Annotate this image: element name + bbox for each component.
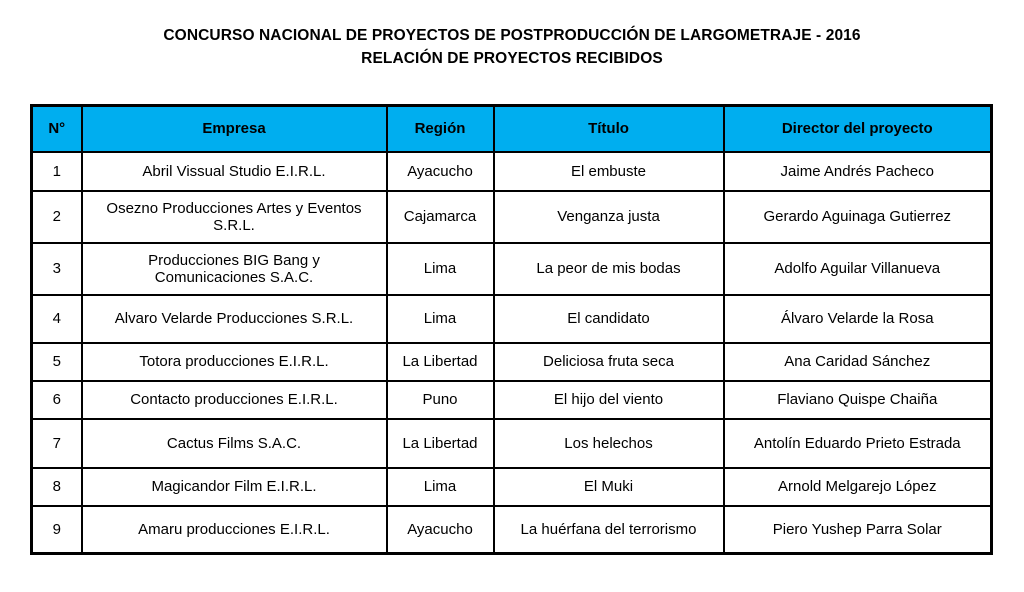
cell-region: La Libertad xyxy=(387,343,494,381)
table-row xyxy=(32,191,992,243)
cell-titulo: El candidato xyxy=(494,295,724,343)
cell-titulo: Venganza justa xyxy=(494,191,724,243)
cell-empresa: Totora producciones E.I.R.L. xyxy=(82,343,387,381)
cell-numero: 9 xyxy=(32,506,82,554)
header-region: Región xyxy=(387,106,494,152)
cell-region: Cajamarca xyxy=(387,191,494,243)
cell-titulo: Deliciosa fruta seca xyxy=(494,343,724,381)
cell-director: Jaime Andrés Pacheco xyxy=(724,152,992,191)
cell-numero: 6 xyxy=(32,381,82,419)
cell-region: Puno xyxy=(387,381,494,419)
table-row xyxy=(32,295,992,343)
cell-numero: 5 xyxy=(32,343,82,381)
cell-numero: 7 xyxy=(32,419,82,468)
cell-region: Lima xyxy=(387,243,494,295)
cell-region: Ayacucho xyxy=(387,506,494,554)
projects-table xyxy=(30,104,993,555)
table-row xyxy=(32,243,992,295)
table-row xyxy=(32,343,992,381)
cell-empresa: Magicandor Film E.I.R.L. xyxy=(82,468,387,506)
header-numero: N° xyxy=(32,106,82,152)
cell-empresa: Amaru producciones E.I.R.L. xyxy=(82,506,387,554)
cell-empresa: Producciones BIG Bang y Comunicaciones S.A.C. xyxy=(82,243,387,295)
table-row xyxy=(32,506,992,554)
table-row xyxy=(32,468,992,506)
header-titulo: Título xyxy=(494,106,724,152)
cell-empresa: Alvaro Velarde Producciones S.R.L. xyxy=(82,295,387,343)
cell-numero: 1 xyxy=(32,152,82,191)
cell-titulo: El hijo del viento xyxy=(494,381,724,419)
cell-numero: 2 xyxy=(32,191,82,243)
cell-empresa: Contacto producciones E.I.R.L. xyxy=(82,381,387,419)
cell-titulo: El embuste xyxy=(494,152,724,191)
cell-director: Ana Caridad Sánchez xyxy=(724,343,992,381)
cell-director: Gerardo Aguinaga Gutierrez xyxy=(724,191,992,243)
cell-titulo: El Muki xyxy=(494,468,724,506)
cell-titulo: La peor de mis bodas xyxy=(494,243,724,295)
cell-director: Flaviano Quispe Chaiña xyxy=(724,381,992,419)
cell-empresa: Abril Vissual Studio E.I.R.L. xyxy=(82,152,387,191)
cell-region: Ayacucho xyxy=(387,152,494,191)
cell-director: Álvaro Velarde la Rosa xyxy=(724,295,992,343)
cell-director: Arnold Melgarejo López xyxy=(724,468,992,506)
cell-numero: 3 xyxy=(32,243,82,295)
table-row xyxy=(32,152,992,191)
table-row xyxy=(32,381,992,419)
cell-director: Antolín Eduardo Prieto Estrada xyxy=(724,419,992,468)
cell-empresa: Cactus Films S.A.C. xyxy=(82,419,387,468)
cell-titulo: Los helechos xyxy=(494,419,724,468)
table-row xyxy=(32,419,992,468)
header-director: Director del proyecto xyxy=(724,106,992,152)
cell-region: Lima xyxy=(387,468,494,506)
cell-director: Adolfo Aguilar Villanueva xyxy=(724,243,992,295)
cell-director: Piero Yushep Parra Solar xyxy=(724,506,992,554)
cell-titulo: La huérfana del terrorismo xyxy=(494,506,724,554)
table-header-row xyxy=(32,106,992,152)
cell-numero: 8 xyxy=(32,468,82,506)
cell-region: Lima xyxy=(387,295,494,343)
cell-empresa: Osezno Producciones Artes y Eventos S.R.L. xyxy=(82,191,387,243)
cell-region: La Libertad xyxy=(387,419,494,468)
title-line-1: CONCURSO NACIONAL DE PROYECTOS DE POSTPRODUCCIÓN DE LARGOMETRAJE - 2016 xyxy=(163,27,861,44)
header-empresa: Empresa xyxy=(82,106,387,152)
cell-numero: 4 xyxy=(32,295,82,343)
document-title xyxy=(0,24,1024,70)
title-line-2: RELACIÓN DE PROYECTOS RECIBIDOS xyxy=(361,50,663,67)
